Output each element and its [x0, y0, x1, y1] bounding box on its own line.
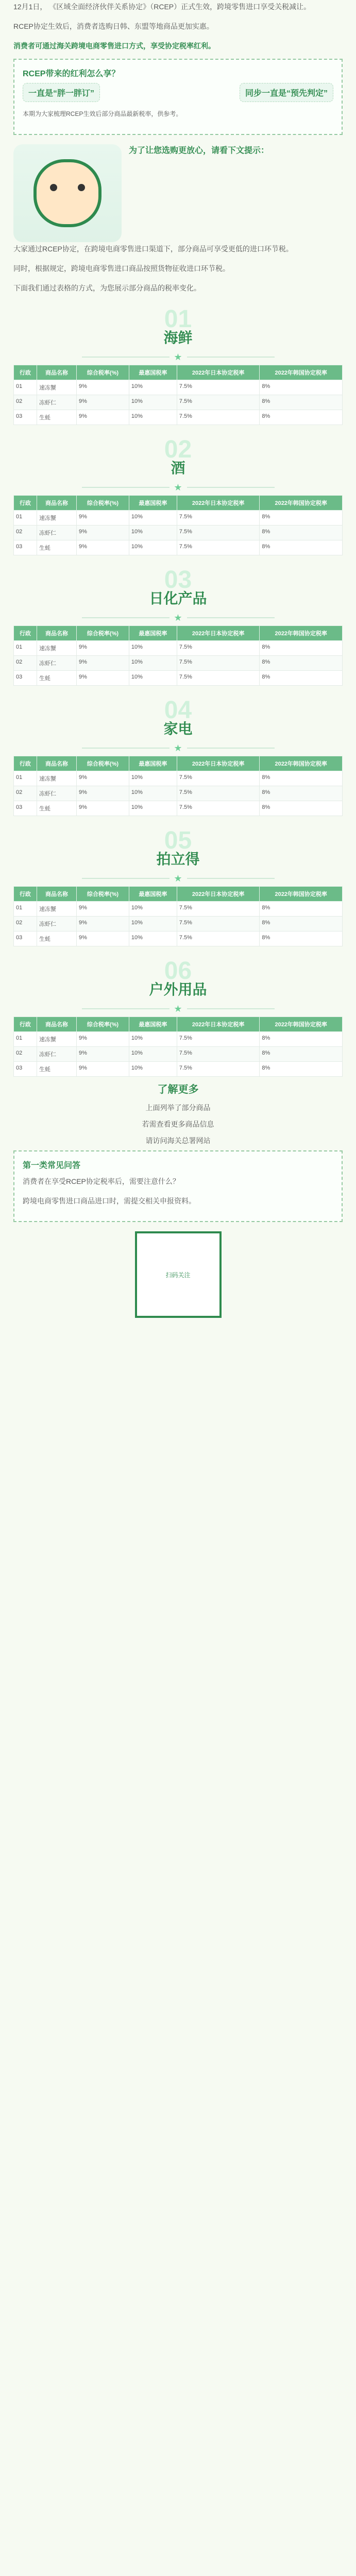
- star-icon: ★: [174, 1004, 182, 1014]
- rates-table: [13, 365, 343, 425]
- table-cell: 9%: [77, 395, 129, 410]
- table-header-cell: 2022年日本协定税率: [177, 365, 260, 380]
- rates-table: [13, 756, 343, 816]
- rates-table: [13, 1016, 343, 1077]
- table-cell: 03: [14, 931, 37, 946]
- table-cell: 7.5%: [177, 656, 260, 671]
- table-row: [14, 380, 343, 395]
- table-row: [14, 395, 343, 410]
- table-cell: 10%: [129, 801, 177, 816]
- rates-table: [13, 625, 343, 686]
- section-number: 02: [164, 436, 192, 463]
- table-cell: 速冻蟹: [37, 511, 77, 526]
- star-icon: ★: [174, 613, 182, 623]
- table-cell: 生蚝: [37, 801, 77, 816]
- faq-q2-body: 跨境电商零售进口商品进口时，需提交相关申报资料。: [23, 1197, 196, 1205]
- hint-row: [23, 83, 333, 102]
- qr-label: 扫码关注: [165, 1272, 191, 1279]
- table-row: [14, 786, 343, 801]
- rates-table: [13, 495, 343, 555]
- table-cell: 速冻蟹: [37, 771, 77, 786]
- table-header-cell: 综合税率(%): [77, 365, 129, 380]
- table-cell: 冻虾仁: [37, 786, 77, 801]
- table-header-cell: 综合税率(%): [77, 626, 129, 641]
- section-divider: [13, 352, 343, 362]
- table-row: [14, 641, 343, 656]
- divider-line: [187, 487, 275, 488]
- table-row: [14, 771, 343, 786]
- table-cell: 9%: [77, 786, 129, 801]
- rates-table: [13, 886, 343, 946]
- qr-row: [13, 1231, 343, 1318]
- table-cell: 7.5%: [177, 917, 260, 931]
- table-header-cell: 2022年韩国协定税率: [260, 626, 343, 641]
- table-cell: 10%: [129, 1062, 177, 1077]
- table-cell: 10%: [129, 540, 177, 555]
- table-cell: 7.5%: [177, 641, 260, 656]
- table-cell: 9%: [77, 1062, 129, 1077]
- table-header-cell: 2022年日本协定税率: [177, 1017, 260, 1032]
- explain-p2: 同时，根据规定，跨境电商零售进口商品按照货物征收进口环节税。: [13, 264, 230, 273]
- faq-box: [13, 1150, 343, 1222]
- table-cell: 8%: [260, 786, 343, 801]
- table-cell: 01: [14, 380, 37, 395]
- table-cell: 10%: [129, 656, 177, 671]
- table-cell: 8%: [260, 380, 343, 395]
- table-header-cell: 行政: [14, 887, 37, 902]
- section-divider: [13, 1004, 343, 1013]
- table-cell: 10%: [129, 511, 177, 526]
- hint-tag-right: 同步一直是“预先判定”: [240, 83, 333, 102]
- table-row: [14, 511, 343, 526]
- table-row: [14, 526, 343, 540]
- faq-q1-title: 第一类常见问答: [23, 1161, 81, 1170]
- section-number: 01: [164, 306, 192, 333]
- table-header-cell: 商品名称: [37, 496, 77, 511]
- divider-line: [82, 748, 169, 749]
- officer-illustration: [13, 144, 122, 242]
- section: [13, 568, 343, 686]
- section-number: 05: [164, 827, 192, 854]
- table-cell: 9%: [77, 1032, 129, 1047]
- star-icon: ★: [174, 743, 182, 753]
- table-row: [14, 931, 343, 946]
- explain-p1: 大家通过RCEP协定，在跨境电商零售进口渠道下，部分商品可享受更低的进口环节税。: [13, 245, 293, 253]
- table-cell: 7.5%: [177, 380, 260, 395]
- section-name: 户外用品: [149, 981, 207, 997]
- table-header-cell: 行政: [14, 626, 37, 641]
- table-header-cell: 2022年日本协定税率: [177, 626, 260, 641]
- table-cell: 8%: [260, 540, 343, 555]
- intro-p1: 《区域全面经济伙伴关系协定》（RCEP）正式生效，跨境零售进口享受关税减让。: [49, 3, 311, 11]
- table-cell: 生蚝: [37, 671, 77, 686]
- table-header-cell: 综合税率(%): [77, 887, 129, 902]
- table-header-cell: 最惠国税率: [129, 756, 177, 771]
- table-header-cell: 2022年韩国协定税率: [260, 887, 343, 902]
- table-cell: 8%: [260, 1062, 343, 1077]
- table-cell: 9%: [77, 931, 129, 946]
- table-cell: 9%: [77, 380, 129, 395]
- table-cell: 8%: [260, 395, 343, 410]
- table-header-cell: 最惠国税率: [129, 365, 177, 380]
- table-cell: 02: [14, 526, 37, 540]
- table-header-cell: 2022年韩国协定税率: [260, 496, 343, 511]
- table-cell: 01: [14, 1032, 37, 1047]
- table-cell: 7.5%: [177, 511, 260, 526]
- table-header-cell: 商品名称: [37, 1017, 77, 1032]
- table-header-cell: 2022年韩国协定税率: [260, 365, 343, 380]
- table-cell: 冻虾仁: [37, 656, 77, 671]
- table-cell: 02: [14, 786, 37, 801]
- hint-title: RCEP带来的红利怎么享？: [23, 70, 120, 78]
- more-section-title: [13, 1086, 343, 1096]
- section-title: [13, 437, 343, 478]
- table-header-cell: 最惠国税率: [129, 496, 177, 511]
- table-header-cell: 最惠国税率: [129, 626, 177, 641]
- table-cell: 10%: [129, 1032, 177, 1047]
- table-cell: 10%: [129, 641, 177, 656]
- table-cell: 速冻蟹: [37, 902, 77, 917]
- table-cell: 8%: [260, 671, 343, 686]
- divider-line: [187, 878, 275, 879]
- table-cell: 03: [14, 801, 37, 816]
- table-cell: 7.5%: [177, 771, 260, 786]
- table-cell: 7.5%: [177, 931, 260, 946]
- section-title: [13, 307, 343, 347]
- table-header-cell: 商品名称: [37, 756, 77, 771]
- table-cell: 8%: [260, 656, 343, 671]
- section: [13, 698, 343, 816]
- table-cell: 8%: [260, 931, 343, 946]
- table-cell: 10%: [129, 410, 177, 425]
- intro-emphasis: 消费者可通过海关跨境电商零售进口方式，享受协定税率红利。: [13, 42, 215, 50]
- table-cell: 10%: [129, 671, 177, 686]
- table-cell: 8%: [260, 917, 343, 931]
- table-row: [14, 671, 343, 686]
- table-row: [14, 1062, 343, 1077]
- divider-line: [187, 357, 275, 358]
- section-title: [13, 568, 343, 608]
- section-number: 03: [164, 566, 192, 594]
- table-cell: 8%: [260, 526, 343, 540]
- table-header-cell: 行政: [14, 365, 37, 380]
- table-cell: 8%: [260, 801, 343, 816]
- table-cell: 9%: [77, 540, 129, 555]
- table-cell: 01: [14, 902, 37, 917]
- table-row: [14, 656, 343, 671]
- table-row: [14, 917, 343, 931]
- table-cell: 9%: [77, 511, 129, 526]
- table-cell: 7.5%: [177, 395, 260, 410]
- table-cell: 03: [14, 540, 37, 555]
- table-cell: 8%: [260, 1032, 343, 1047]
- table-cell: 10%: [129, 771, 177, 786]
- table-header-cell: 2022年日本协定税率: [177, 756, 260, 771]
- divider-line: [82, 1008, 169, 1009]
- table-header-cell: 商品名称: [37, 626, 77, 641]
- table-cell: 7.5%: [177, 671, 260, 686]
- hint-box: [13, 59, 343, 135]
- table-cell: 冻虾仁: [37, 526, 77, 540]
- table-header-cell: 综合税率(%): [77, 496, 129, 511]
- table-cell: 10%: [129, 380, 177, 395]
- table-cell: 9%: [77, 917, 129, 931]
- table-row: [14, 1032, 343, 1047]
- table-cell: 02: [14, 395, 37, 410]
- table-cell: 10%: [129, 931, 177, 946]
- hint-tag-left: 一直是“胖一胖订”: [23, 83, 100, 102]
- more-title: 了解更多: [157, 1084, 199, 1095]
- explain-p3: 下面我们通过表格的方式，为您展示部分商品的税率变化。: [13, 284, 201, 292]
- section-number: 06: [164, 957, 192, 985]
- table-cell: 03: [14, 1062, 37, 1077]
- table-cell: 8%: [260, 771, 343, 786]
- section-name: 海鲜: [163, 330, 193, 346]
- table-cell: 生蚝: [37, 1062, 77, 1077]
- section-title: [13, 698, 343, 738]
- section-title: [13, 828, 343, 869]
- section: [13, 959, 343, 1077]
- table-cell: 7.5%: [177, 786, 260, 801]
- table-cell: 速冻蟹: [37, 1032, 77, 1047]
- table-cell: 7.5%: [177, 1047, 260, 1062]
- table-row: [14, 801, 343, 816]
- table-cell: 7.5%: [177, 801, 260, 816]
- table-cell: 9%: [77, 902, 129, 917]
- table-cell: 10%: [129, 526, 177, 540]
- table-row: [14, 410, 343, 425]
- table-cell: 生蚝: [37, 931, 77, 946]
- why-link: 为了让您选购更放心，请看下文提示：: [129, 146, 269, 155]
- table-cell: 10%: [129, 902, 177, 917]
- section-name: 拍立得: [156, 851, 200, 867]
- table-header-cell: 2022年韩国协定税率: [260, 756, 343, 771]
- table-cell: 生蚝: [37, 410, 77, 425]
- table-cell: 7.5%: [177, 540, 260, 555]
- table-cell: 02: [14, 656, 37, 671]
- table-cell: 02: [14, 1047, 37, 1062]
- section-name: 酒: [171, 460, 185, 476]
- divider-line: [187, 1008, 275, 1009]
- divider-line: [82, 357, 169, 358]
- section: [13, 437, 343, 555]
- table-cell: 9%: [77, 771, 129, 786]
- table-cell: 生蚝: [37, 540, 77, 555]
- table-cell: 冻虾仁: [37, 1047, 77, 1062]
- sections-holder: [13, 307, 343, 1077]
- table-cell: 9%: [77, 410, 129, 425]
- section-name: 家电: [163, 721, 193, 737]
- table-row: [14, 540, 343, 555]
- table-header-cell: 行政: [14, 1017, 37, 1032]
- more-p2: 若需查看更多商品信息: [142, 1120, 214, 1128]
- table-cell: 01: [14, 511, 37, 526]
- table-header-cell: 行政: [14, 496, 37, 511]
- table-header-cell: 综合税率(%): [77, 1017, 129, 1032]
- divider-line: [82, 878, 169, 879]
- more-p1: 上面列举了部分商品: [145, 1104, 211, 1112]
- table-cell: 8%: [260, 641, 343, 656]
- table-cell: 8%: [260, 410, 343, 425]
- table-cell: 01: [14, 771, 37, 786]
- table-cell: 8%: [260, 511, 343, 526]
- intro-paragraph: [13, 0, 343, 13]
- section-divider: [13, 483, 343, 492]
- section-divider: [13, 874, 343, 883]
- officer-face-icon: [33, 159, 101, 227]
- qr-code[interactable]: [135, 1231, 222, 1318]
- section-title: [13, 959, 343, 999]
- section-name: 日化产品: [149, 590, 207, 606]
- divider-line: [187, 617, 275, 618]
- intro-p2: RCEP协定生效后，消费者选购日韩、东盟等地商品更加实惠。: [13, 22, 214, 30]
- table-header-cell: 行政: [14, 756, 37, 771]
- table-cell: 7.5%: [177, 526, 260, 540]
- table-cell: 冻虾仁: [37, 917, 77, 931]
- section-divider: [13, 743, 343, 753]
- table-cell: 7.5%: [177, 410, 260, 425]
- more-p3: 请访问海关总署网站: [145, 1137, 211, 1145]
- table-header-cell: 最惠国税率: [129, 887, 177, 902]
- table-cell: 10%: [129, 917, 177, 931]
- faq-q1-body: 消费者在享受RCEP协定税率后，需要注意什么？: [23, 1177, 180, 1185]
- divider-line: [82, 487, 169, 488]
- table-header-cell: 2022年日本协定税率: [177, 887, 260, 902]
- section: [13, 307, 343, 425]
- table-cell: 冻虾仁: [37, 395, 77, 410]
- table-header-cell: 商品名称: [37, 365, 77, 380]
- table-header-cell: 商品名称: [37, 887, 77, 902]
- table-cell: 速冻蟹: [37, 641, 77, 656]
- illus-row: [13, 144, 343, 242]
- table-cell: 01: [14, 641, 37, 656]
- table-cell: 9%: [77, 656, 129, 671]
- table-cell: 03: [14, 671, 37, 686]
- table-cell: 8%: [260, 902, 343, 917]
- table-cell: 9%: [77, 671, 129, 686]
- table-cell: 10%: [129, 786, 177, 801]
- star-icon: ★: [174, 873, 182, 884]
- table-cell: 9%: [77, 1047, 129, 1062]
- table-cell: 7.5%: [177, 902, 260, 917]
- table-cell: 9%: [77, 526, 129, 540]
- table-cell: 10%: [129, 1047, 177, 1062]
- table-cell: 9%: [77, 641, 129, 656]
- divider-line: [82, 617, 169, 618]
- table-header-cell: 2022年韩国协定税率: [260, 1017, 343, 1032]
- table-header-cell: 综合税率(%): [77, 756, 129, 771]
- table-cell: 03: [14, 410, 37, 425]
- table-cell: 8%: [260, 1047, 343, 1062]
- table-header-cell: 最惠国税率: [129, 1017, 177, 1032]
- section-number: 04: [164, 697, 192, 724]
- divider-line: [187, 748, 275, 749]
- table-row: [14, 1047, 343, 1062]
- table-row: [14, 902, 343, 917]
- section: [13, 828, 343, 946]
- hint-body: 本期为大家梳理RCEP生效后部分商品最新税率，供参考。: [23, 110, 182, 117]
- intro-date: 12月1日，: [13, 3, 47, 11]
- table-cell: 速冻蟹: [37, 380, 77, 395]
- section-divider: [13, 613, 343, 622]
- table-cell: 7.5%: [177, 1062, 260, 1077]
- more-center: [13, 1101, 343, 1147]
- table-cell: 7.5%: [177, 1032, 260, 1047]
- star-icon: ★: [174, 482, 182, 493]
- table-cell: 9%: [77, 801, 129, 816]
- table-cell: 02: [14, 917, 37, 931]
- table-header-cell: 2022年日本协定税率: [177, 496, 260, 511]
- star-icon: ★: [174, 352, 182, 362]
- table-cell: 10%: [129, 395, 177, 410]
